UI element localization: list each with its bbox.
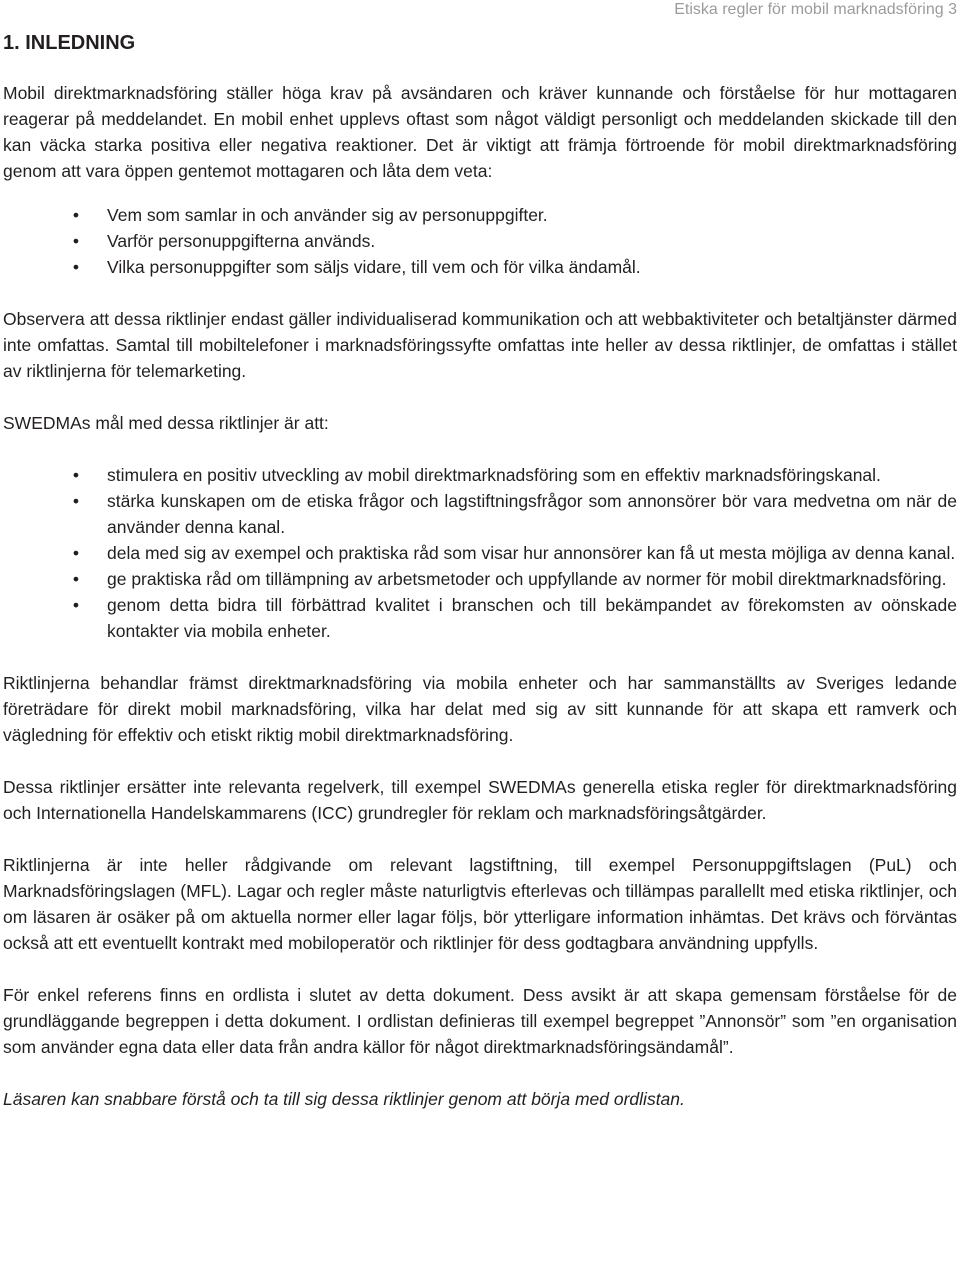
background-paragraph: Riktlinjerna behandlar främst direktmarknadsföring via mobila enheter och har sammanställts av Sveriges ledande företrädare för direkt mobil marknadsföring, vilka har delat med sig av sitt kunnande för att skapa ett ramverk och vägledning för effektiv och etiskt riktig mobil direktmarknadsföring. — [3, 673, 957, 745]
list-item — [3, 488, 957, 540]
bullet-icon: • — [72, 231, 80, 251]
list-item — [3, 202, 957, 228]
list-item — [3, 566, 957, 592]
transparency-list — [3, 202, 957, 280]
bullet-icon: • — [72, 543, 80, 563]
document-page — [3, 0, 957, 1272]
goals-list — [3, 462, 957, 644]
list-item-text: genom detta bidra till förbättrad kvalitet i branschen och till bekämpandet av förekomsten av oönskade kontakter via mobila enheter. — [107, 595, 957, 641]
scope-paragraph: Observera att dessa riktlinjer endast gäller individualiserad kommunikation och att webbaktiviteter och betaltjänster därmed inte omfattas. Samtal till mobiltelefoner i marknadsföringssyfte omfattas inte heller av dessa riktlinjer, de omfattas i stället av riktlinjerna för telemarketing. — [3, 309, 957, 381]
body-text — [3, 80, 957, 1112]
bullet-icon: • — [72, 595, 80, 615]
list-item-text: ge praktiska råd om tillämpning av arbetsmetoder och uppfyllande av normer för mobil direktmarknadsföring. — [107, 569, 947, 589]
bullet-icon: • — [72, 491, 80, 511]
running-header — [674, 0, 957, 20]
list-item-text: Vem som samlar in och använder sig av personuppgifter. — [107, 205, 548, 225]
list-item — [3, 254, 957, 280]
list-item — [3, 592, 957, 644]
page-number: 3 — [948, 1, 957, 18]
glossary-paragraph: För enkel referens finns en ordlista i slutet av detta dokument. Dess avsikt är att skapa gemensam förståelse för de grundläggande begreppen i detta dokument. I ordlistan definieras till exempel begreppet ”Annonsör” som ”en organisation som använder egna data eller data från andra källor för något direktmarknadsföringsändamål”. — [3, 985, 957, 1057]
legal-paragraph: Riktlinjerna är inte heller rådgivande om relevant lagstiftning, till exempel Personuppgiftslagen (PuL) och Marknadsföringslagen (MFL). Lagar och regler måste naturligtvis efterlevas och tillämpas parallellt med etiska riktlinjer, och om läsaren är osäker på om aktuella normer eller lagar följs, bör ytterligare information inhämtas. Det krävs och förväntas också att ett eventuellt kontrakt med mobiloperatör och riktlinjer för dess godtagbara användning uppfylls. — [3, 855, 957, 953]
list-item — [3, 540, 957, 566]
list-item-text: Varför personuppgifterna används. — [107, 231, 376, 251]
intro-paragraph: Mobil direktmarknadsföring ställer höga krav på avsändaren och kräver kunnande och förståelse för hur mottagaren reagerar på meddelandet. En mobil enhet upplevs oftast som något väldigt personligt och meddelanden skickade till den kan väcka starka positiva eller negativa reaktioner. Det är viktigt att främja förtroende för mobil direktmarknadsföring genom att vara öppen gentemot mottagaren och låta dem veta: — [3, 83, 957, 181]
replacement-paragraph: Dessa riktlinjer ersätter inte relevanta regelverk, till exempel SWEDMAs generella etiska regler för direktmarknadsföring och Internationella Handelskammarens (ICC) grundregler för reklam och marknadsföringsåtgärder. — [3, 777, 957, 823]
section-heading: 1. INLEDNING — [3, 32, 136, 54]
list-item — [3, 228, 957, 254]
goals-intro: SWEDMAs mål med dessa riktlinjer är att: — [3, 413, 329, 433]
list-item-text: Vilka personuppgifter som säljs vidare, till vem och för vilka ändamål. — [107, 257, 641, 277]
bullet-icon: • — [72, 465, 80, 485]
bullet-icon: • — [72, 569, 80, 589]
closing-note: Läsaren kan snabbare förstå och ta till sig dessa riktlinjer genom att börja med ordlistan. — [3, 1089, 685, 1109]
list-item-text: dela med sig av exempel och praktiska råd som visar hur annonsörer kan få ut mesta möjliga av denna kanal. — [107, 543, 956, 563]
list-item-text: stimulera en positiv utveckling av mobil direktmarknadsföring som en effektiv marknadsföringskanal. — [107, 465, 881, 485]
bullet-icon: • — [72, 205, 80, 225]
running-header-title: Etiska regler för mobil marknadsföring — [674, 1, 944, 18]
list-item — [3, 462, 957, 488]
bullet-icon: • — [72, 257, 80, 277]
list-item-text: stärka kunskapen om de etiska frågor och lagstiftningsfrågor som annonsörer bör vara medvetna om när de använder denna kanal. — [107, 491, 957, 537]
